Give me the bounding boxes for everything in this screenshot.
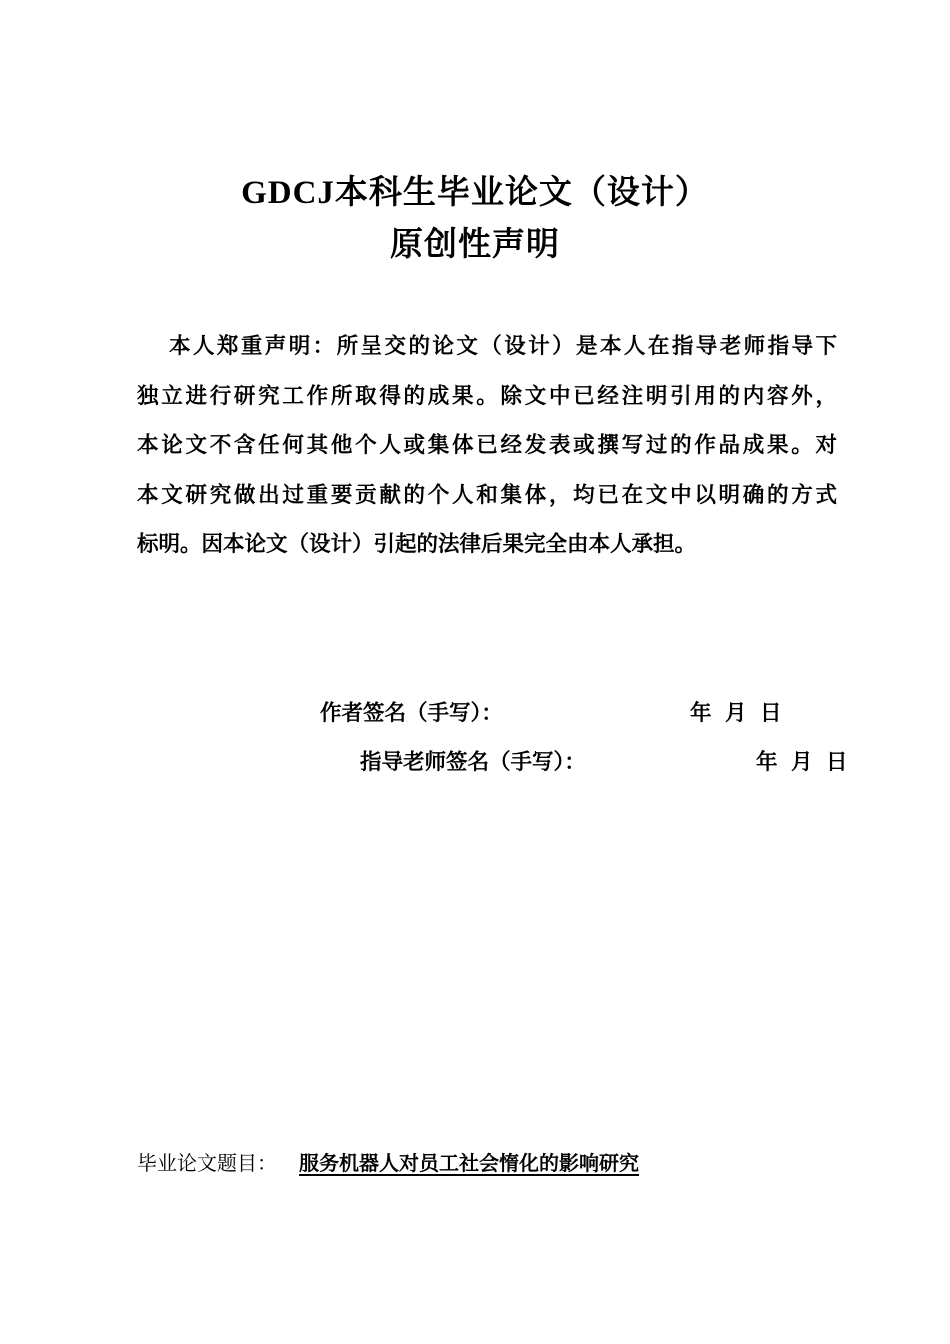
thesis-title-value bbox=[277, 1151, 639, 1175]
thesis-title-label: 毕业论文题目： bbox=[137, 1151, 277, 1175]
advisor-signature-label: 指导老师签名（手写）： bbox=[360, 750, 586, 775]
document-title bbox=[0, 170, 950, 215]
author-signature-label: 作者签名（手写）： bbox=[320, 701, 503, 726]
declaration-text bbox=[137, 322, 837, 570]
declaration-line: 本文研究做出过重要贡献的个人和集体，均已在文中以明确的方式 bbox=[137, 482, 837, 508]
advisor-signature-date: 年 月 日 bbox=[756, 750, 848, 775]
title-prefix: GDCJ bbox=[241, 175, 335, 211]
declaration-line: 本人郑重声明：所呈交的论文（设计）是本人在指导老师指导下 bbox=[169, 334, 837, 359]
thesis-title-text: 服务机器人对员工社会惰化的影响研究 bbox=[299, 1151, 639, 1175]
declaration-line: 本论文不含任何其他个人或集体已经发表或撰写过的作品成果。对 bbox=[137, 433, 837, 458]
author-signature-date: 年 月 日 bbox=[690, 701, 782, 726]
title-main: 本科生毕业论文（设计） bbox=[334, 172, 709, 211]
declaration-line: 标明。因本论文（设计）引起的法律后果完全由本人承担。 bbox=[137, 532, 697, 557]
declaration-line: 独立进行研究工作所取得的成果。除文中已经注明引用的内容外， bbox=[137, 383, 837, 409]
thesis-title-row bbox=[137, 1148, 639, 1178]
document-subtitle: 原创性声明 bbox=[390, 224, 560, 263]
